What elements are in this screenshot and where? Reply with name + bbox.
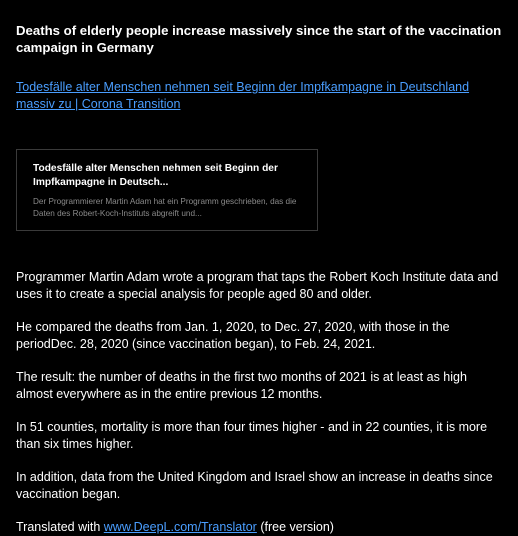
link-preview-title[interactable]: Todesfälle alter Menschen nehmen seit Beginn der Impfkampagne in Deutsch... xyxy=(33,163,278,188)
paragraph: The result: the number of deaths in the first two months of 2021 is at least as high almost everywhere as in the entire previous 12 months. xyxy=(16,370,467,401)
translation-credit-suffix: (free version) xyxy=(256,520,334,534)
paragraph: He compared the deaths from Jan. 1, 2020, to Dec. 27, 2020, with those in the periodDec. 28, 2020 (since vaccination began), to Feb. 24, 2021. xyxy=(16,320,450,351)
paragraph: In addition, data from the United Kingdom and Israel show an increase in deaths since vaccination began. xyxy=(16,470,493,501)
deepl-link[interactable]: www.DeepL.com/Translator xyxy=(103,520,257,534)
post-title: Deaths of elderly people increase massively since the start of the vaccination campaign in Germany xyxy=(16,23,502,55)
post-body xyxy=(16,22,506,536)
source-link[interactable]: Todesfälle alter Menschen nehmen seit Beginn der Impfkampagne in Deutschland massiv zu | Corona Transition xyxy=(16,80,470,111)
paragraph: In 51 counties, mortality is more than four times higher - and in 22 counties, it is more than six times higher. xyxy=(16,420,488,451)
link-preview-excerpt: Der Programmierer Martin Adam hat ein Programm geschrieben, das die Daten des Robert-Koch-Instituts abgreift und... xyxy=(33,197,297,218)
translation-credit-prefix: Translated with xyxy=(16,520,104,534)
translation-credit xyxy=(16,519,506,536)
paragraph: Programmer Martin Adam wrote a program that taps the Robert Koch Institute data and uses it to create a special analysis for people aged 80 and older. xyxy=(16,270,499,301)
link-preview-card[interactable] xyxy=(16,149,318,231)
